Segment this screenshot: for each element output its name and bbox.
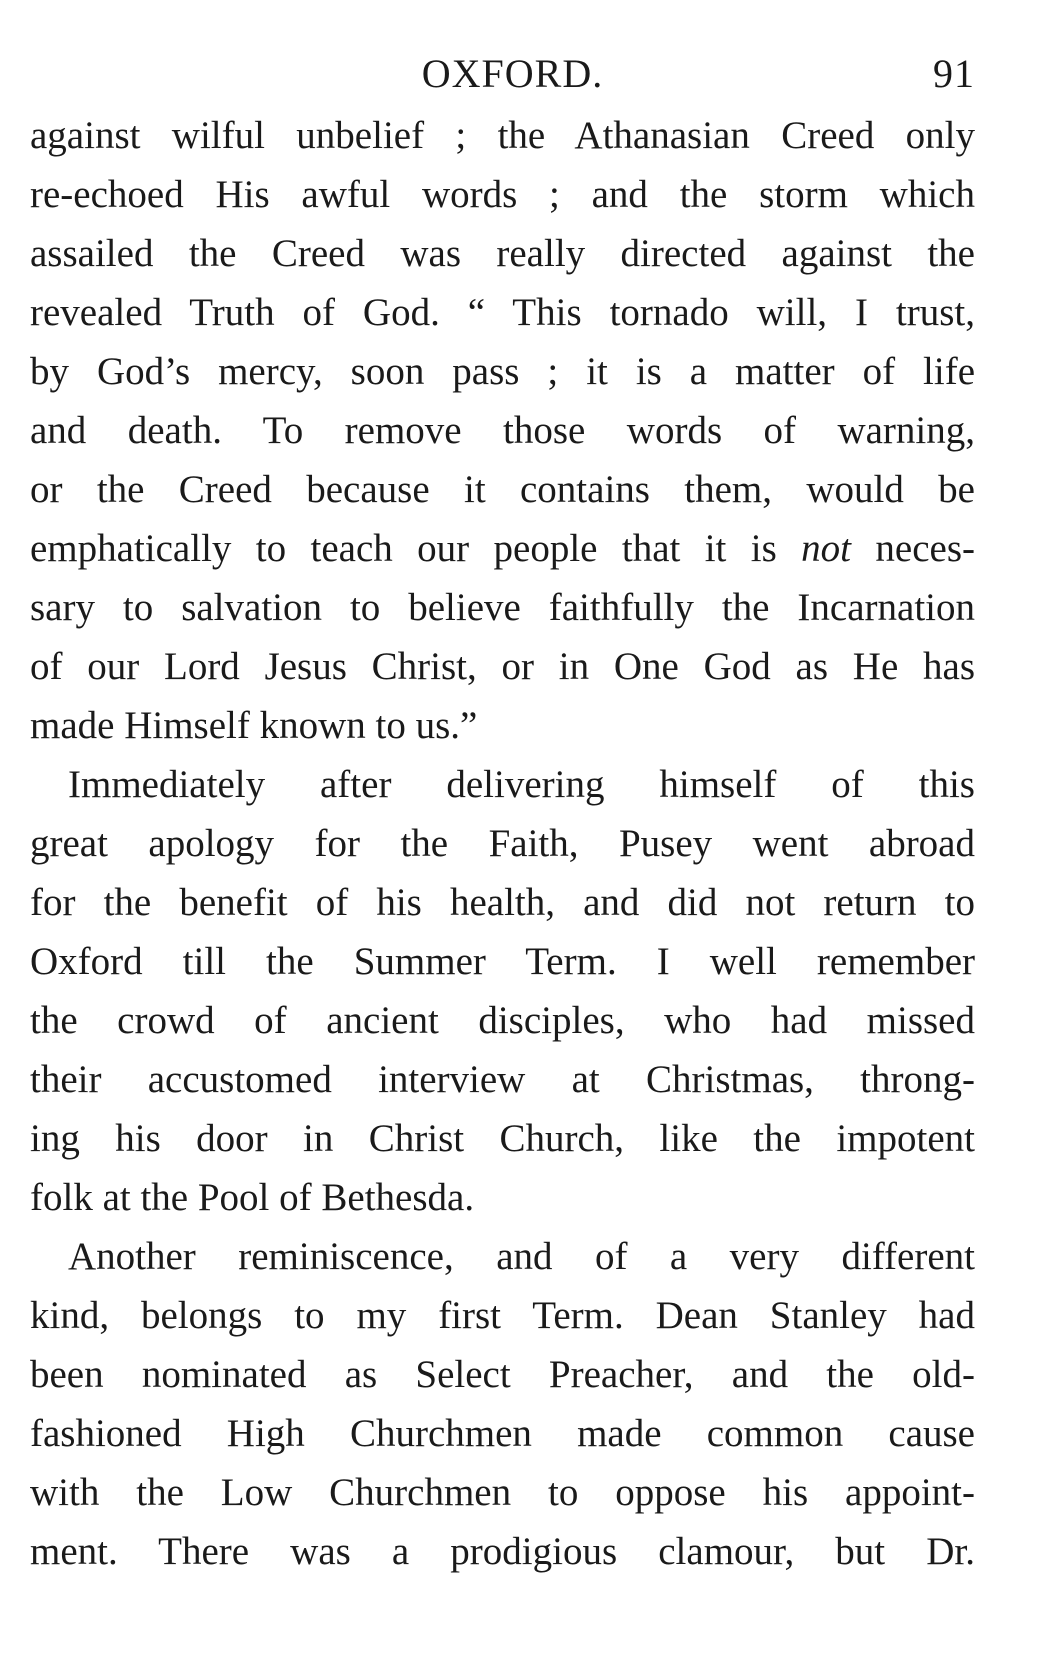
text-line: revealed Truth of God. “ This tornado will, I trust, xyxy=(30,291,975,334)
page-header xyxy=(30,50,975,106)
text-segment: neces- xyxy=(875,527,975,570)
text-line: against wilful unbelief ; the Athanasian Creed only xyxy=(30,114,975,157)
text-line: kind, belongs to my first Term. Dean Stanley had xyxy=(30,1294,975,1337)
text-line: been nominated as Select Preacher, and the old- xyxy=(30,1353,975,1396)
italic-word: not xyxy=(801,527,852,570)
text-line: sary to salvation to believe faithfully the Incarnation xyxy=(30,586,975,629)
text-line: for the benefit of his health, and did not return to xyxy=(30,881,975,924)
text-line: with the Low Churchmen to oppose his appoint- xyxy=(30,1471,975,1514)
text-line: assailed the Creed was really directed against the xyxy=(30,232,975,275)
text-line: of our Lord Jesus Christ, or in One God as He has xyxy=(30,645,975,688)
page-number: 91 xyxy=(933,51,975,96)
paragraph-3 xyxy=(30,1227,975,1581)
text-line: fashioned High Churchmen made common cause xyxy=(30,1412,975,1455)
text-line: the crowd of ancient disciples, who had missed xyxy=(30,999,975,1042)
text-line: folk at the Pool of Bethesda. xyxy=(30,1176,475,1219)
text-line: re-echoed His awful words ; and the storm which xyxy=(30,173,975,216)
text-line: Another reminiscence, and of a very different xyxy=(68,1235,975,1278)
text-line: their accustomed interview at Christmas, throng- xyxy=(30,1058,975,1101)
text-line: made Himself known to us.” xyxy=(30,704,478,747)
text-line: by God’s mercy, soon pass ; it is a matter of life xyxy=(30,350,975,393)
paragraph-2 xyxy=(30,755,975,1227)
running-title: OXFORD. xyxy=(421,51,604,96)
text-line: ing his door in Christ Church, like the impotent xyxy=(30,1117,975,1160)
text-line: ment. There was a prodigious clamour, but Dr. xyxy=(30,1530,975,1573)
text-line: Oxford till the Summer Term. I well remember xyxy=(30,940,975,983)
text-line: and death. To remove those words of warning, xyxy=(30,409,975,452)
text-line: great apology for the Faith, Pusey went abroad xyxy=(30,822,975,865)
text-line: Immediately after delivering himself of this xyxy=(68,763,975,806)
text-segment: emphatically to teach our people that it is xyxy=(30,527,777,570)
book-page xyxy=(30,50,975,1581)
text-line xyxy=(30,519,975,578)
paragraph-1 xyxy=(30,106,975,755)
text-line: or the Creed because it contains them, would be xyxy=(30,468,975,511)
